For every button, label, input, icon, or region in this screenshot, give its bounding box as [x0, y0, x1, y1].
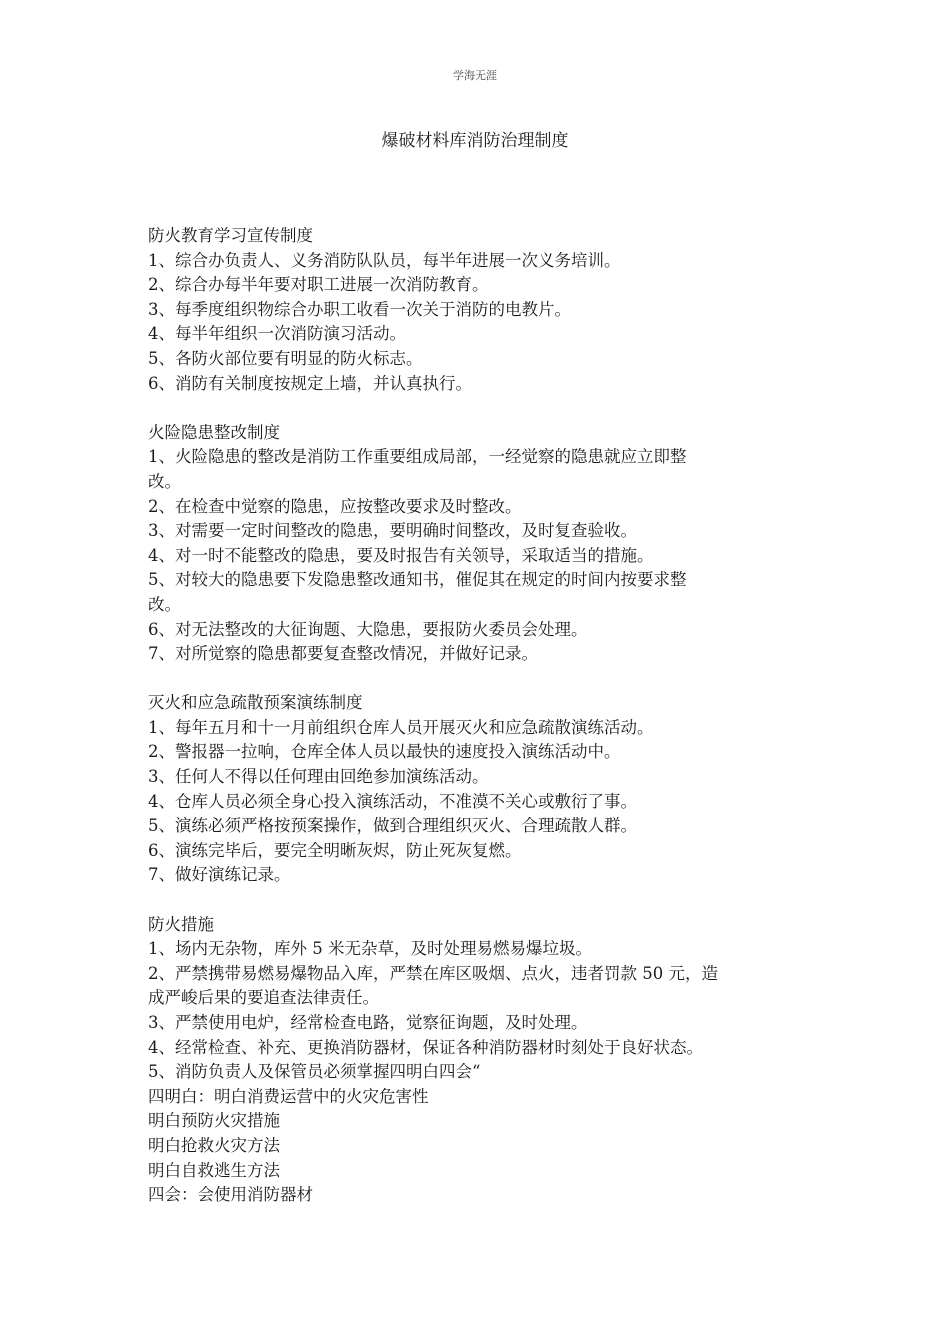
list-item: 2、在检查中觉察的隐患，应按整改要求及时整改。 — [148, 496, 522, 516]
list-item: 四明白：明白消费运营中的火灾危害性 — [148, 1086, 429, 1106]
section-evacuation-drill — [148, 691, 808, 888]
list-item: 4、每半年组织一次消防演习活动。 — [148, 324, 406, 344]
list-item: 明白预防火灾措施 — [148, 1111, 280, 1131]
list-item: 5、消防负责人及保管员必须掌握四明白四会“ — [148, 1062, 481, 1082]
list-item: 3、每季度组织物综合办职工收看一次关于消防的电教片。 — [148, 299, 571, 319]
list-item: 1、综合办负责人、义务消防队队员，每半年进展一次义务培训。 — [148, 250, 621, 270]
list-item: 改。 — [148, 594, 181, 614]
list-item: 2、警报器一拉响，仓库全体人员以最快的速度投入演练活动中。 — [148, 742, 621, 762]
list-item: 四会：会使用消防器材 — [148, 1185, 313, 1205]
list-item: 3、对需要一定时间整改的隐患，要明确时间整改，及时复查验收。 — [148, 521, 637, 541]
list-item: 7、对所觉察的隐患都要复查整改情况，并做好记录。 — [148, 644, 538, 664]
list-item: 改。 — [148, 471, 181, 491]
list-item: 3、严禁使用电炉，经常检查电路，觉察征询题，及时处理。 — [148, 1013, 588, 1032]
section-fire-education — [148, 224, 808, 396]
list-item: 3、任何人不得以任何理由回绝参加演练活动。 — [148, 767, 489, 787]
list-item: 2、综合办每半年要对职工进展一次消防教育。 — [148, 275, 489, 295]
list-item: 4、对一时不能整改的隐患，要及时报告有关领导，采取适当的措施。 — [148, 545, 654, 565]
section-heading: 火险隐患整改制度 — [148, 422, 280, 442]
list-item: 6、演练完毕后，要完全明晰灰烬，防止死灰复燃。 — [148, 840, 522, 860]
list-item: 明白抢救火灾方法 — [148, 1135, 280, 1155]
list-item: 2、严禁携带易燃易爆物品入库，严禁在库区吸烟、点火，违者罚款 50 元，造 — [148, 963, 718, 983]
list-item: 7、做好演练记录。 — [148, 865, 291, 885]
page-header: 学海无涯 — [453, 69, 497, 82]
list-item: 明白自救逃生方法 — [148, 1160, 280, 1180]
list-item: 成严峻后果的要追查法律责任。 — [148, 988, 379, 1008]
list-item: 5、对较大的隐患要下发隐患整改通知书，催促其在规定的时间内按要求整 — [148, 570, 687, 590]
section-heading: 防火措施 — [148, 914, 214, 934]
list-item: 6、对无法整改的大征询题、大隐患，要报防火委员会处理。 — [148, 619, 588, 639]
document-body — [148, 224, 808, 1232]
list-item: 1、每年五月和十一月前组织仓库人员开展灭火和应急疏散演练活动。 — [148, 717, 654, 737]
list-item: 5、各防火部位要有明显的防火标志。 — [148, 348, 423, 368]
list-item: 4、仓库人员必须全身心投入演练活动，不准漠不关心或敷衍了事。 — [148, 791, 637, 811]
section-fire-prevention — [148, 913, 808, 1208]
section-hazard-rectification — [148, 421, 808, 667]
list-item: 5、演练必须严格按预案操作，做到合理组织灭火、合理疏散人群。 — [148, 816, 637, 836]
document-title: 爆破材料库消防治理制度 — [381, 131, 569, 151]
list-item: 6、消防有关制度按规定上墙，并认真执行。 — [148, 373, 472, 393]
section-heading: 防火教育学习宣传制度 — [148, 226, 313, 245]
list-item: 1、场内无杂物，库外 5 米无杂草，及时处理易燃易爆垃圾。 — [148, 939, 592, 959]
section-heading: 灭火和应急疏散预案演练制度 — [148, 693, 363, 713]
list-item: 1、火险隐患的整改是消防工作重要组成局部，一经觉察的隐患就应立即整 — [148, 447, 687, 467]
list-item: 4、经常检查、补充、更换消防器材，保证各种消防器材时刻处于良好状态。 — [148, 1037, 703, 1057]
